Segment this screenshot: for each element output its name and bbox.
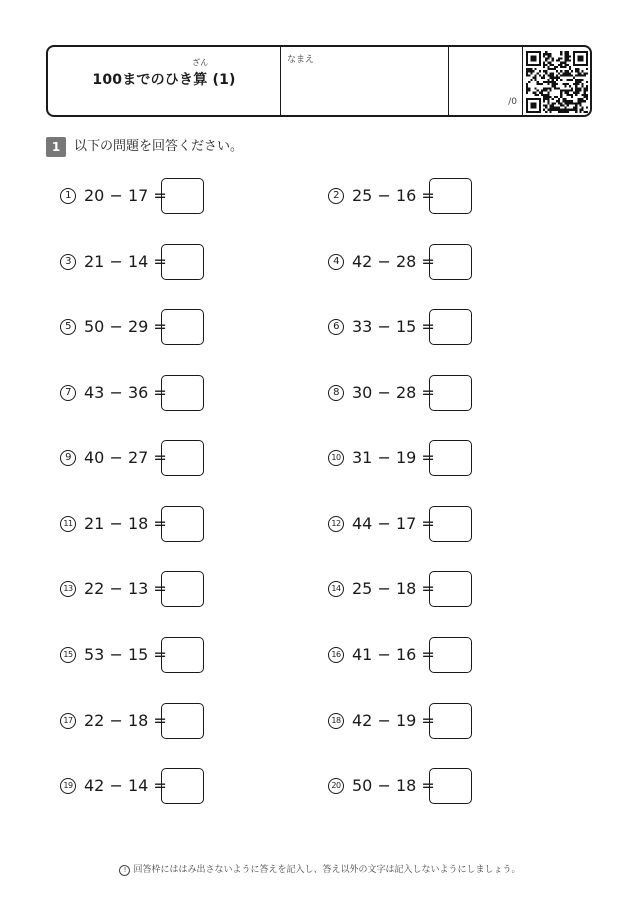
worksheet-title (48, 58, 280, 89)
answer-box[interactable] (429, 309, 472, 345)
problem-item (60, 309, 210, 345)
problem-expression: 22 − 13 = (84, 579, 167, 598)
name-label: なまえ (287, 55, 315, 65)
problem-number: 20 (328, 778, 344, 794)
title-suffix: (1) (207, 72, 236, 88)
problem-expression: 42 − 14 = (84, 776, 167, 795)
problem-expression: 42 − 19 = (352, 711, 435, 730)
problem-expression: 41 − 16 = (352, 645, 435, 664)
problem-expression: 43 − 36 = (84, 383, 167, 402)
answer-box[interactable] (429, 375, 472, 411)
answer-box[interactable] (161, 375, 204, 411)
problem-expression: 20 − 17 = (84, 186, 167, 205)
problem-number: 8 (328, 385, 344, 401)
problem-item (60, 506, 210, 542)
problem-number: 18 (328, 713, 344, 729)
problem-number: 19 (60, 778, 76, 794)
problem-item (328, 440, 478, 476)
answer-box[interactable] (429, 703, 472, 739)
problem-item (328, 506, 478, 542)
problem-expression: 44 − 17 = (352, 514, 435, 533)
problem-item (328, 637, 478, 673)
problem-number: 16 (328, 647, 344, 663)
score-cell (449, 47, 523, 115)
problem-item (60, 703, 210, 739)
problem-number: 9 (60, 450, 76, 466)
problem-item (328, 703, 478, 739)
score-text: /0 (508, 97, 517, 107)
problem-number: 5 (60, 319, 76, 335)
title-kanji-with-ruby (192, 58, 209, 89)
problem-expression: 21 − 18 = (84, 514, 167, 533)
qr-code-graphic (526, 51, 588, 113)
section-number-badge: 1 (46, 137, 66, 157)
problem-item (60, 178, 210, 214)
problem-number: 6 (328, 319, 344, 335)
answer-box[interactable] (161, 768, 204, 804)
problem-item (60, 375, 210, 411)
answer-box[interactable] (429, 637, 472, 673)
info-icon: ! (119, 865, 130, 876)
footer-note (0, 862, 640, 876)
worksheet-header (46, 45, 592, 117)
problem-expression: 22 − 18 = (84, 711, 167, 730)
problem-expression: 50 − 29 = (84, 317, 167, 336)
title-cell (48, 47, 281, 115)
problem-number: 4 (328, 254, 344, 270)
answer-box[interactable] (429, 571, 472, 607)
answer-box[interactable] (161, 178, 204, 214)
problem-expression: 25 − 18 = (352, 579, 435, 598)
problem-expression: 33 − 15 = (352, 317, 435, 336)
answer-box[interactable] (161, 309, 204, 345)
problem-expression: 30 − 28 = (352, 383, 435, 402)
problem-number: 11 (60, 516, 76, 532)
title-prefix: 100までのひき (92, 72, 194, 88)
answer-box[interactable] (429, 440, 472, 476)
answer-box[interactable] (161, 440, 204, 476)
problem-number: 17 (60, 713, 76, 729)
answer-box[interactable] (161, 703, 204, 739)
problem-number: 15 (60, 647, 76, 663)
answer-box[interactable] (429, 768, 472, 804)
problem-number: 10 (328, 450, 344, 466)
problem-item (60, 571, 210, 607)
footer-text: 回答枠にははみ出さないように答えを記入し、答え以外の文字は記入しないようにしましょう。 (133, 865, 521, 875)
answer-box[interactable] (429, 178, 472, 214)
problem-expression: 25 − 16 = (352, 186, 435, 205)
title-kanji: 算 (193, 72, 208, 88)
problem-number: 13 (60, 581, 76, 597)
problem-item (60, 768, 210, 804)
problem-item (60, 637, 210, 673)
problem-number: 7 (60, 385, 76, 401)
answer-box[interactable] (161, 244, 204, 280)
problem-number: 1 (60, 188, 76, 204)
problem-item (328, 178, 478, 214)
section-title: 以下の問題を回答ください。 (74, 139, 244, 154)
problem-item (328, 768, 478, 804)
problem-number: 3 (60, 254, 76, 270)
problem-expression: 50 − 18 = (352, 776, 435, 795)
problem-item (328, 244, 478, 280)
name-field[interactable] (281, 47, 449, 115)
problem-expression: 53 − 15 = (84, 645, 167, 664)
problem-number: 2 (328, 188, 344, 204)
problem-item (60, 244, 210, 280)
problem-item (328, 571, 478, 607)
qr-code (526, 51, 588, 113)
problem-expression: 42 − 28 = (352, 252, 435, 271)
problem-expression: 40 − 27 = (84, 448, 167, 467)
problem-item (328, 375, 478, 411)
answer-box[interactable] (161, 571, 204, 607)
title-ruby: ざん (192, 58, 209, 67)
problem-item (60, 440, 210, 476)
answer-box[interactable] (429, 506, 472, 542)
problem-expression: 21 − 14 = (84, 252, 167, 271)
problem-number: 12 (328, 516, 344, 532)
answer-box[interactable] (429, 244, 472, 280)
answer-box[interactable] (161, 637, 204, 673)
problem-number: 14 (328, 581, 344, 597)
problem-expression: 31 − 19 = (352, 448, 435, 467)
problem-item (328, 309, 478, 345)
answer-box[interactable] (161, 506, 204, 542)
